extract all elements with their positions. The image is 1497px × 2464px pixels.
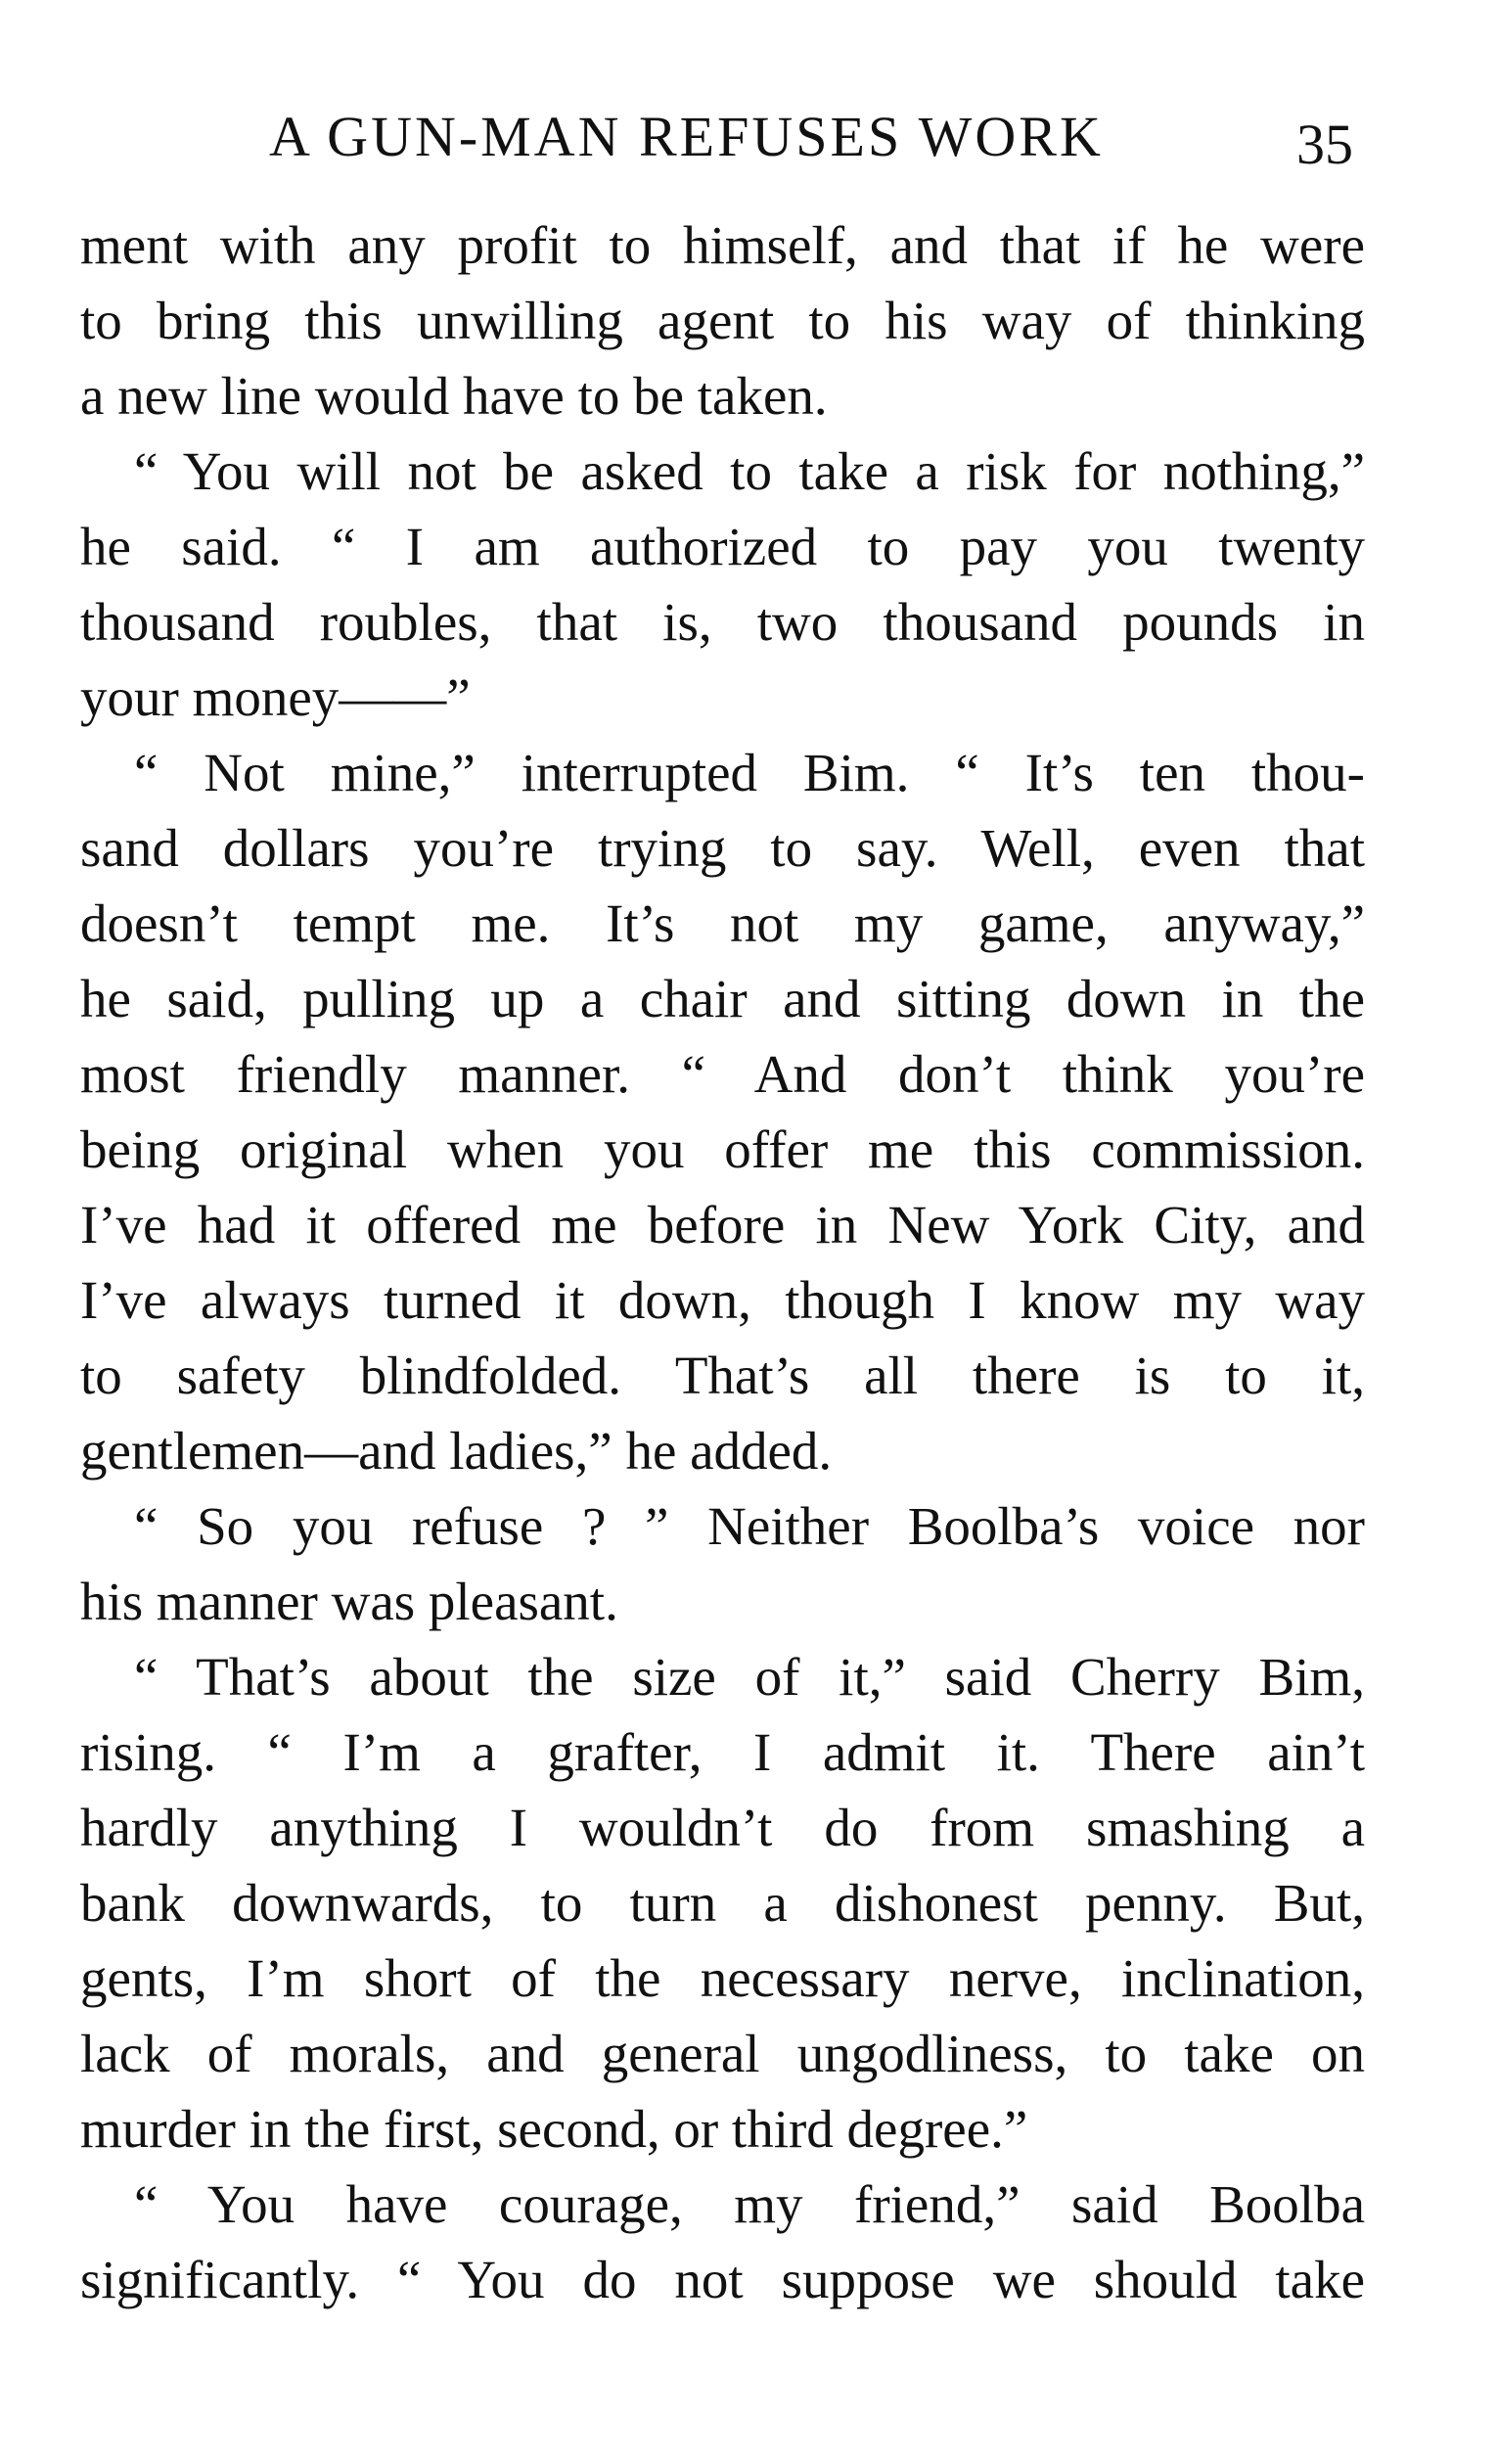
text-line: ment with any profit to himself, and that if he were: [80, 215, 1365, 275]
text-line: lack of morals, and general ungodliness, to take on: [80, 2024, 1365, 2083]
text-line: bank downwards, to turn a dishonest penny. But,: [80, 1873, 1365, 1933]
text-line: murder in the first, second, or third degree.”: [80, 2099, 1028, 2159]
text-line: “ So you refuse ? ” Neither Boolba’s voice nor: [134, 1496, 1365, 1556]
text-line: most friendly manner. “ And don’t think you’re: [80, 1044, 1365, 1104]
text-line: he said, pulling up a chair and sitting down in the: [80, 969, 1365, 1028]
text-line: a new line would have to be taken.: [80, 366, 828, 426]
text-line: “ You will not be asked to take a risk for nothing,”: [134, 441, 1365, 501]
text-line: sand dollars you’re trying to say. Well, even that: [80, 818, 1365, 878]
text-line: hardly anything I wouldn’t do from smashing a: [80, 1798, 1365, 1857]
text-line: “ Not mine,” interrupted Bim. “ It’s ten thou-: [134, 743, 1365, 802]
text-line: rising. “ I’m a grafter, I admit it. There ain’t: [80, 1722, 1365, 1782]
text-line: being original when you offer me this commission.: [80, 1119, 1365, 1179]
text-line: to bring this unwilling agent to his way of thinking: [80, 291, 1365, 350]
text-line: gentlemen—and ladies,” he added.: [80, 1421, 833, 1481]
text-line: “ That’s about the size of it,” said Cherry Bim,: [134, 1647, 1365, 1707]
text-line: “ You have courage, my friend,” said Boolba: [134, 2174, 1365, 2234]
text-line: thousand roubles, that is, two thousand pounds in: [80, 592, 1365, 652]
running-title: A GUN-MAN REFUSES WORK: [269, 105, 1104, 168]
text-line: his manner was pleasant.: [80, 1572, 618, 1631]
text-line: he said. “ I am authorized to pay you twenty: [80, 517, 1365, 576]
text-line: I’ve always turned it down, though I know my way: [80, 1270, 1365, 1330]
page-number: 35: [1296, 113, 1353, 176]
text-line: to safety blindfolded. That’s all there is to it,: [80, 1346, 1365, 1405]
text-line: I’ve had it offered me before in New York City, and: [80, 1195, 1365, 1255]
text-line: your money——”: [80, 667, 471, 727]
text-line: gents, I’m short of the necessary nerve, inclination,: [80, 1948, 1365, 2008]
body-text: [80, 207, 1365, 2317]
text-line: doesn’t tempt me. It’s not my game, anyway,”: [80, 893, 1365, 953]
running-head: [0, 98, 1497, 176]
text-line: significantly. “ You do not suppose we should take: [80, 2250, 1365, 2309]
